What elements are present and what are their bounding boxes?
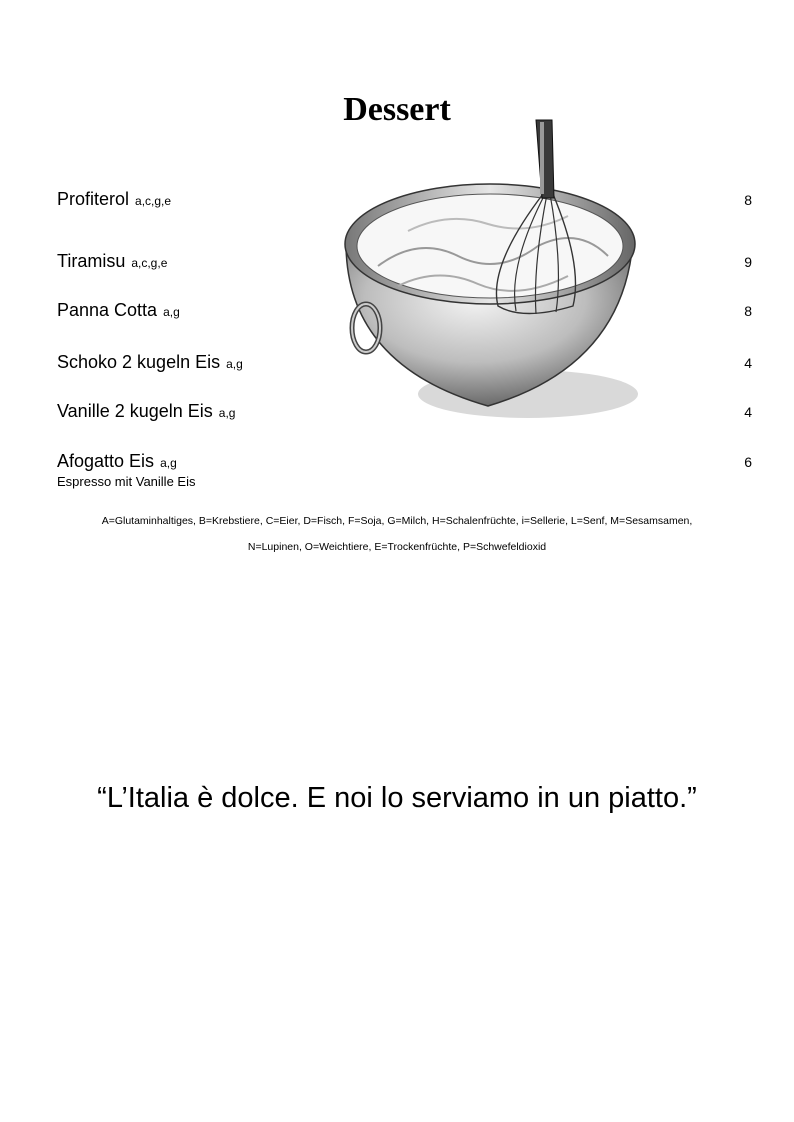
menu-item [57, 450, 752, 490]
menu-item [57, 400, 752, 422]
item-allergens: a,g [226, 357, 243, 371]
item-price: 4 [744, 355, 752, 371]
item-price: 8 [744, 192, 752, 208]
item-name: Panna Cotta [57, 300, 158, 320]
menu-title: Dessert [343, 91, 451, 128]
item-name: Afogatto Eis [57, 451, 155, 471]
item-price: 4 [744, 404, 752, 420]
item-price: 9 [744, 254, 752, 270]
item-allergens: a,g [160, 456, 177, 470]
menu-item [57, 250, 752, 272]
item-allergens: a,c,g,e [131, 256, 168, 270]
item-name: Profiterol [57, 189, 130, 209]
item-name: Schoko 2 kugeln Eis [57, 352, 221, 372]
allergen-legend-line: A=Glutaminhaltiges, B=Krebstiere, C=Eier, D=Fisch, F=Soja, G=Milch, H=Schalenfrüchte, i=Sellerie, L=Senf, M=Sesamsamen, [101, 515, 693, 527]
menu-item [57, 351, 752, 373]
quote: “L’Italia è dolce. E noi lo serviamo in un piatto.” [97, 782, 697, 814]
item-name: Tiramisu [57, 251, 126, 271]
item-price: 8 [744, 303, 752, 319]
item-allergens: a,c,g,e [135, 194, 172, 208]
allergen-legend-line: N=Lupinen, O=Weichtiere, E=Trockenfrüchte, P=Schwefeldioxid [247, 541, 547, 553]
item-description: Espresso mit Vanille Eis [57, 474, 196, 489]
item-allergens: a,g [218, 406, 236, 420]
item-price: 6 [744, 454, 752, 470]
menu-item [57, 299, 752, 321]
item-allergens: a,g [163, 305, 180, 319]
mixing-bowl-with-whisk-icon [338, 116, 638, 428]
menu-item [57, 188, 752, 210]
item-name: Vanille 2 kugeln Eis [57, 401, 213, 421]
